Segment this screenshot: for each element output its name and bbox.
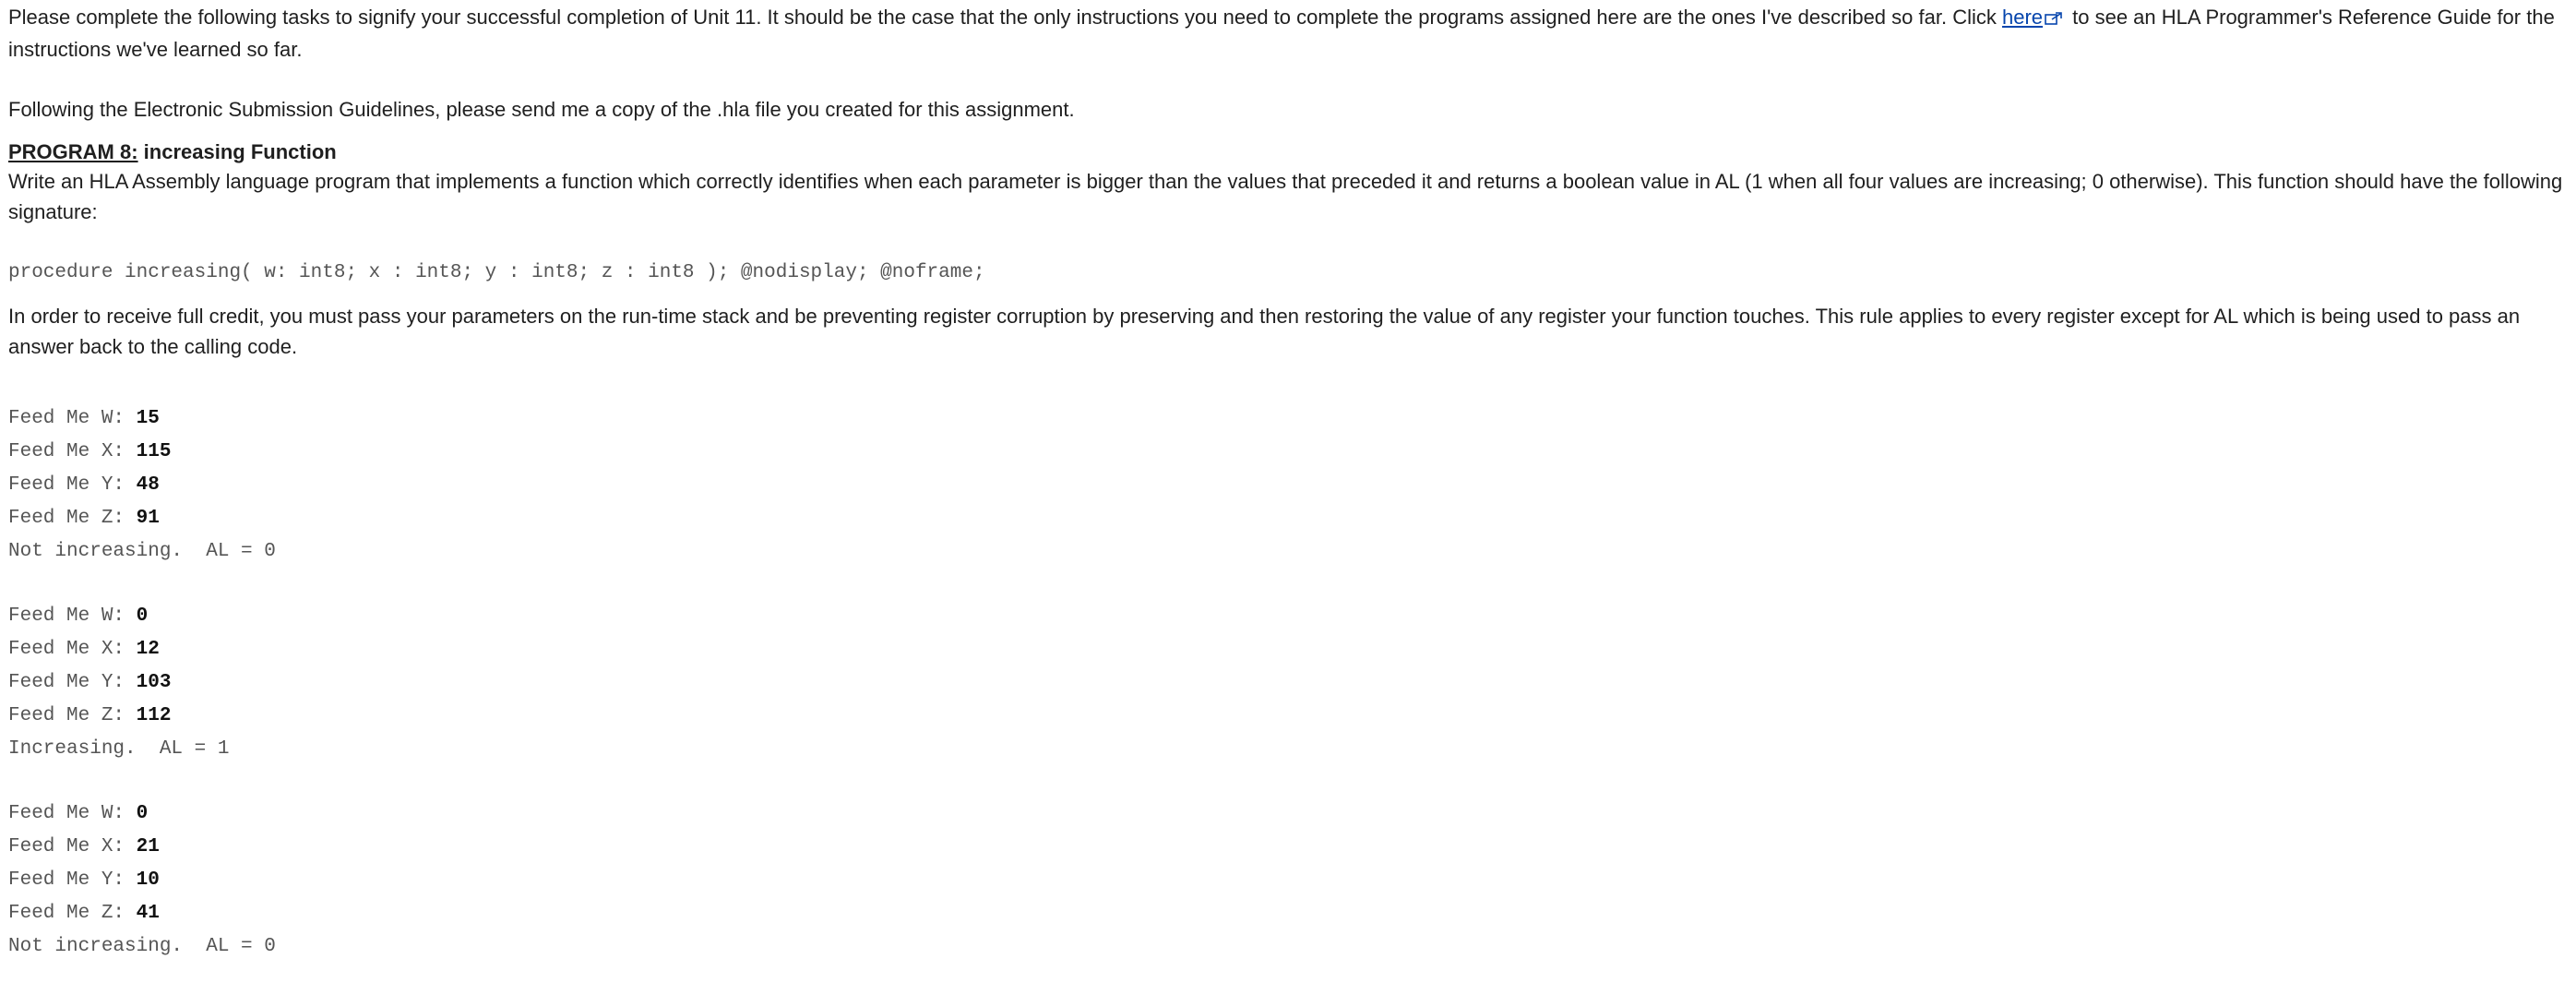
prompt-value: 112 xyxy=(136,705,172,726)
credit-requirements: In order to receive full credit, you must pass your parameters on the run-time stack and be preventing register corruption by preserving and then restoring the value of any register your function touches. This rule applies to every register except for AL which is being used to pass an answer back to the calling code. xyxy=(8,305,2521,358)
prompt-label: Feed Me Z: xyxy=(8,705,137,726)
prompt-line xyxy=(8,436,276,469)
prompt-value: 0 xyxy=(136,605,149,627)
result-line: Not increasing. AL = 0 xyxy=(8,541,276,562)
program-title: increasing Function xyxy=(137,140,337,163)
prompt-label: Feed Me X: xyxy=(8,639,137,660)
prompt-line xyxy=(8,600,276,633)
prompt-value: 10 xyxy=(136,869,160,891)
prompt-line xyxy=(8,700,276,733)
prompt-label: Feed Me W: xyxy=(8,605,137,627)
prompt-label: Feed Me X: xyxy=(8,441,137,462)
function-signature: procedure increasing( w: int8; x : int8; y : int8; z : int8 ); @nodisplay; @noframe; xyxy=(8,262,985,283)
prompt-value: 103 xyxy=(136,672,172,693)
prompt-line xyxy=(8,831,276,864)
prompt-label: Feed Me Y: xyxy=(8,474,137,496)
prompt-line xyxy=(8,797,276,831)
prompt-value: 41 xyxy=(136,903,160,924)
prompt-line xyxy=(8,402,276,436)
prompt-value: 12 xyxy=(136,639,160,660)
intro-paragraph xyxy=(8,2,2564,65)
prompt-label: Feed Me Z: xyxy=(8,508,137,529)
reference-guide-link[interactable]: here xyxy=(2001,6,2044,29)
intro-text-after-link: to see an HLA Programmer's Reference Guide for the instructions we've learned so far. xyxy=(8,6,2555,61)
prompt-line xyxy=(8,666,276,700)
sample-run xyxy=(8,600,276,766)
prompt-label: Feed Me W: xyxy=(8,408,137,429)
prompt-line xyxy=(8,864,276,897)
program-label: PROGRAM 8: xyxy=(8,140,138,163)
prompt-line xyxy=(8,897,276,930)
prompt-line xyxy=(8,502,276,535)
prompt-value: 115 xyxy=(136,441,172,462)
sample-run xyxy=(8,402,276,569)
prompt-label: Feed Me Y: xyxy=(8,869,137,891)
program-description: Write an HLA Assembly language program that implements a function which correctly identifies when each parameter is bigger than the values that preceded it and returns a boolean value in AL (1 when all four values are increasing; 0 otherwise). This function should have the following signature: xyxy=(8,170,2563,223)
prompt-value: 15 xyxy=(136,408,160,429)
sample-runs xyxy=(8,402,276,995)
prompt-label: Feed Me X: xyxy=(8,836,137,857)
prompt-line xyxy=(8,469,276,502)
intro-text-before-link: Please complete the following tasks to signify your successful completion of Unit 11. It should be the case that the only instructions you need to complete the programs assigned here are the ones I've described so far. Click xyxy=(8,6,2002,29)
submission-guidelines: Following the Electronic Submission Guidelines, please send me a copy of the .hla file you created for this assignment. xyxy=(8,98,1075,121)
prompt-value: 0 xyxy=(136,803,149,824)
prompt-line xyxy=(8,633,276,666)
program-heading xyxy=(8,137,2564,167)
sample-run xyxy=(8,797,276,964)
prompt-label: Feed Me Z: xyxy=(8,903,137,924)
result-line: Increasing. AL = 1 xyxy=(8,738,230,760)
prompt-value: 48 xyxy=(136,474,160,496)
prompt-label: Feed Me Y: xyxy=(8,672,137,693)
prompt-value: 91 xyxy=(136,508,160,529)
external-link-icon[interactable] xyxy=(2045,4,2063,34)
prompt-label: Feed Me W: xyxy=(8,803,137,824)
result-line: Not increasing. AL = 0 xyxy=(8,936,276,957)
prompt-value: 21 xyxy=(136,836,160,857)
